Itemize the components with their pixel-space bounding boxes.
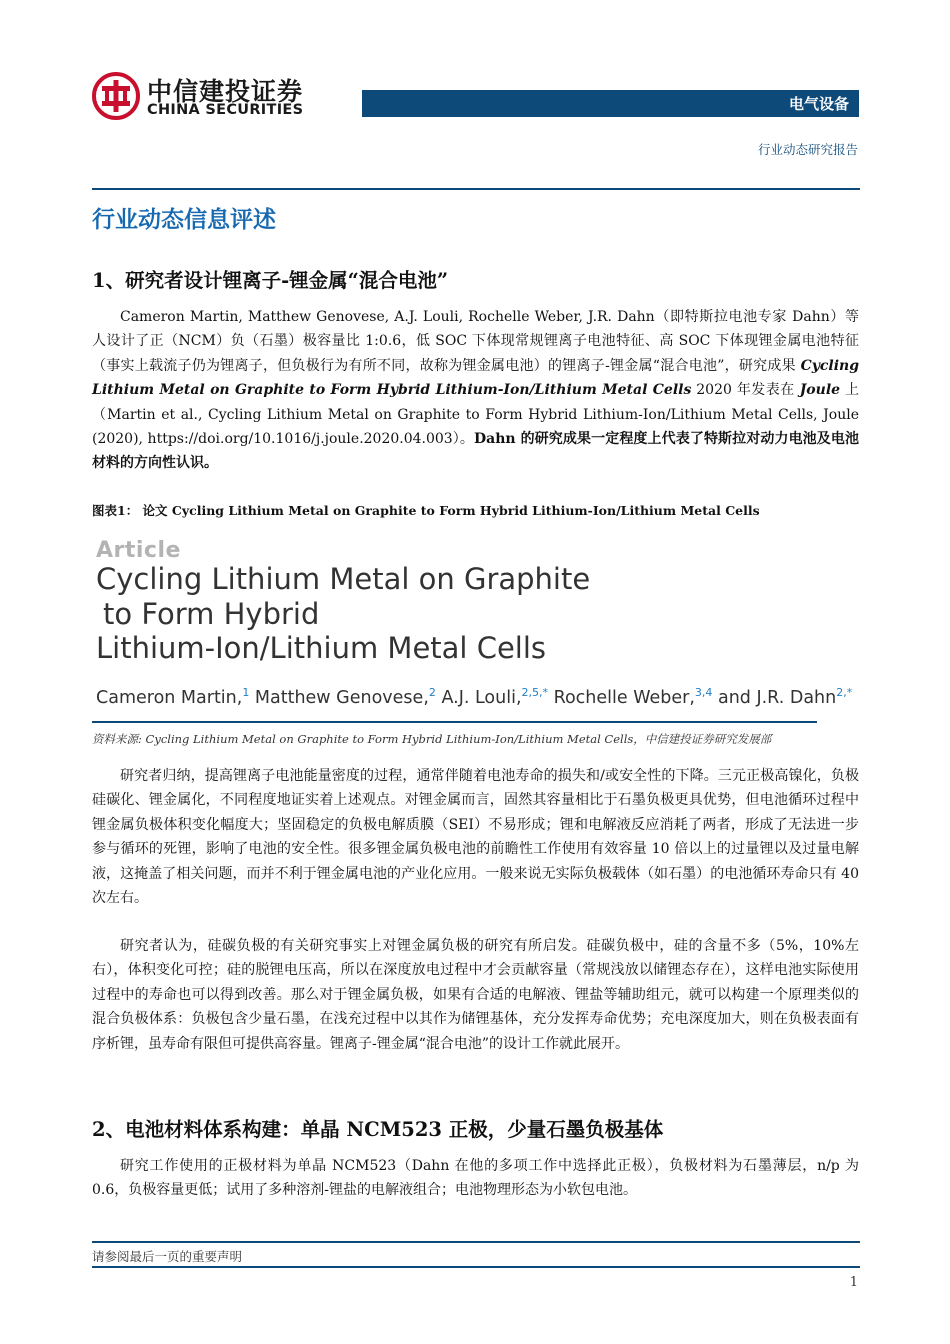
sector-banner [362,90,859,117]
sector-label: 电气设备 [788,95,849,113]
paragraph-intro [92,305,859,476]
figure-caption: 图表1： 论文 Cycling Lithium Metal on Graphite to Form Hybrid Lithium-Ion/Lithium Metal Cells [92,503,760,518]
author-name: Rochelle Weber, [553,687,695,708]
author-affiliation: 1 [242,686,250,699]
para1-text-b: 2020 年发表在 [691,382,800,399]
header-divider [92,188,860,190]
author-name: Cameron Martin, [96,687,243,708]
section-title: 行业动态信息评述 [92,207,276,233]
author-name: A.J. Louli, [441,687,522,708]
disclaimer-note: 请参阅最后一页的重要声明 [92,1249,243,1264]
footer-divider-top [92,1241,860,1243]
figure-divider [92,721,817,723]
para3-text: 研究者认为，硅碳负极的有关研究事实上对锂金属负极的研究有所启发。硅碳负极中，硅的含量不多（5%，10%左右），体积变化可控；硅的脱锂电压高，所以在深度放电过程中才会贡献容量（常规浅放以储锂态存在），这样电池实际使用过程中的寿命也可以得到改善。那么对于锂金属负极，如果有合适的电解液、锂盐等辅助组元，就可以构建一个原理类似的混合负极体系：负极包含少量石墨，在浅充过程中以其作为储锂基体，充分发挥寿命优势；充电深度加大，则在负极表面有序析锂，虽寿命有限但可提供高容量。锂离子-锂金属“混合电池”的设计工作就此展开。 [92,938,859,1052]
page-number: 1 [849,1275,858,1290]
author-affiliation: 2,5,* [521,686,549,699]
heading-2: 2、电池材料体系构建：单晶 NCM523 正极，少量石墨负极基体 [92,1118,664,1141]
paper-title-block [96,562,590,666]
para2-text: 研究者归纳，提高锂离子电池能量密度的过程，通常伴随着电池寿命的损失和/或安全性的下降。三元正极高镍化，负极硅碳化、锂金属化，不同程度地证实着上述观点。对锂金属而言，固然其容量相比于石墨负极更具优势，但电池循环过程中锂金属负极体积变化幅度大；坚固稳定的负极电解质膜（SEI）不易形成；锂和电解液反应消耗了两者，形成了无法进一步参与循环的死锂，影响了电池的安全性。很多锂金属负极电池的前瞻性工作使用有效容量 10 倍以上的过量锂以及过量电解液，这掩盖了相关问题，而并不利于锂金属电池的产业化应用。一般来说无实际负极载体（如石墨）的电池循环寿命只有 40 次左右。 [92,768,859,907]
article-label: Article [96,538,181,563]
paragraph-materials [92,1154,859,1203]
logo-chinese-text: 中信建投证券 [147,77,304,106]
para4-text: 研究工作使用的正极材料为单晶 NCM523（Dahn 在他的多项工作中选择此正极），负极材料为石墨薄层，n/p 为 0.6，负极容量更低；试用了多种溶剂-锂盐的电解液组合；电池物理形态为小软包电池。 [92,1158,859,1199]
paper-title-line: Cycling Lithium Metal on Graphite [96,562,591,596]
para1-text-c: 上（Martin et al., Cycling Lithium Metal on Graphite to Form Hybrid Lithium-Ion/Lithium Metal Cells, Joule (2020), https://doi.org/10.1016/j.joule.2020.04.003）。 [92,382,859,448]
company-logo [92,70,352,126]
paper-title-italic: Cycling Lithium Metal on Graphite to Form Hybrid Lithium-Ion/Lithium Metal Cells [92,357,859,399]
logo-english-text: CHINA SECURITIES [147,102,304,118]
author-name: and J.R. Dahn [717,687,837,708]
author-affiliation: 2,* [836,686,853,699]
author-affiliation: 3,4 [694,686,713,699]
para1-text-a: Cameron Martin, Matthew Genovese, A.J. Louli, Rochelle Weber, J.R. Dahn（即特斯拉电池专家 Dahn）等人设计了正（NCM）负（石墨）极容量比 1:0.6，低 SOC 下体现常规锂离子电池特征、高 SOC 下体现锂金属电池特征（事实上载流子仍为锂离子，但负极行为有所不同，故称为锂金属电池）的锂离子-锂金属“混合电池”，研究成果 [92,309,859,374]
paper-title-line: Lithium-Ion/Lithium Metal Cells [96,631,547,665]
paper-title-line: to Form Hybrid [103,596,320,631]
footer-divider-bottom [92,1266,860,1268]
journal-name: Joule [799,382,841,399]
para1-bold-conclusion: Dahn 的研究成果一定程度上代表了特斯拉对动力电池及电池材料的方向性认识。 [92,431,859,472]
citic-logo-icon [92,72,140,120]
figure-source: 资料来源: Cycling Lithium Metal on Graphite to Form Hybrid Lithium-Ion/Lithium Metal Cells，中信建投证券研究发展部 [92,732,772,746]
paragraph-approach [92,934,859,1056]
author-affiliation: 2 [428,686,436,699]
paragraph-background [92,764,859,910]
paper-header-figure [92,530,853,726]
heading-1: 1、研究者设计锂离子-锂金属“混合电池” [92,269,449,292]
report-type: 行业动态研究报告 [757,142,858,157]
author-list [96,686,852,708]
author-name: Matthew Genovese, [254,687,429,708]
